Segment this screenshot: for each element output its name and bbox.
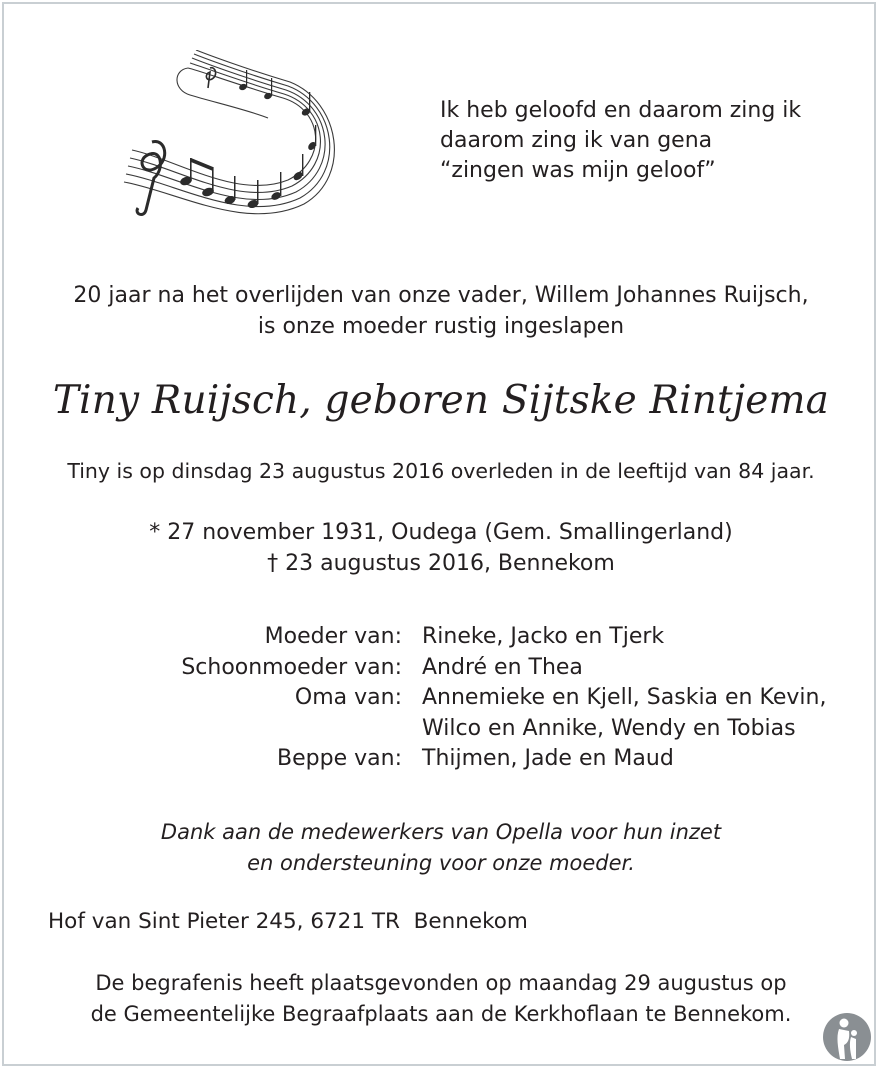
birth-date: * 27 november 1931, Oudega (Gem. Smallingerland) [149, 520, 733, 545]
poem-line: “zingen was mijn geloof” [440, 158, 716, 183]
family-names: Thijmen, Jade en Maud [422, 746, 674, 771]
thanks-line: en ondersteuning voor onze moeder. [247, 851, 635, 875]
music-staff-swirl-icon [118, 50, 338, 240]
family-row [0, 622, 882, 653]
family-row [0, 744, 882, 775]
family-names: Annemieke en Kjell, Saskia en Kevin, [422, 685, 827, 710]
family-role: Schoonmoeder van: [181, 654, 402, 680]
funeral-line: De begrafenis heeft plaatsgevonden op maandag 29 augustus op [95, 971, 787, 995]
family-row [0, 653, 882, 684]
poem-line: Ik heb geloofd en daarom zing ik [440, 98, 802, 123]
family-row [0, 714, 882, 745]
thanks-line: Dank aan de medewerkers van Opella voor hun inzet [160, 820, 722, 844]
intro-line: 20 jaar na het overlijden van onze vader, Willem Johannes Ruijsch, [73, 283, 809, 308]
family-row [0, 683, 882, 714]
family-list [0, 622, 882, 775]
poem-line: daarom zing ik van gena [440, 128, 713, 153]
family-role-empty [0, 714, 422, 745]
deceased-name: Tiny Ruijsch, geboren Sijtske Rintjema [52, 378, 830, 423]
family-role: Oma van: [294, 685, 402, 710]
death-notice: Tiny is op dinsdag 23 augustus 2016 overleden in de leeftijd van 84 jaar. [67, 459, 815, 483]
family-names: André en Thea [422, 654, 583, 680]
funeral-text [0, 968, 882, 1030]
intro-line: is onze moeder rustig ingeslapen [257, 314, 625, 339]
address: Hof van Sint Pieter 245, 6721 TR Bennekom [48, 909, 528, 934]
family-role: Beppe van: [277, 746, 402, 771]
life-dates [0, 517, 882, 579]
death-date: † 23 augustus 2016, Bennekom [267, 551, 615, 576]
family-names: Rineke, Jacko en Tjerk [422, 624, 665, 649]
family-names: Wilco en Annike, Wendy en Tobias [422, 715, 796, 741]
poem [440, 96, 801, 186]
funeral-line: de Gemeentelijke Begraafplaats aan de Kerkhoflaan te Bennekom. [90, 1002, 792, 1026]
family-role: Moeder van: [264, 624, 402, 649]
thanks-text [0, 817, 882, 879]
memorial-figure-logo-icon [822, 1009, 872, 1063]
intro-text [0, 280, 882, 342]
